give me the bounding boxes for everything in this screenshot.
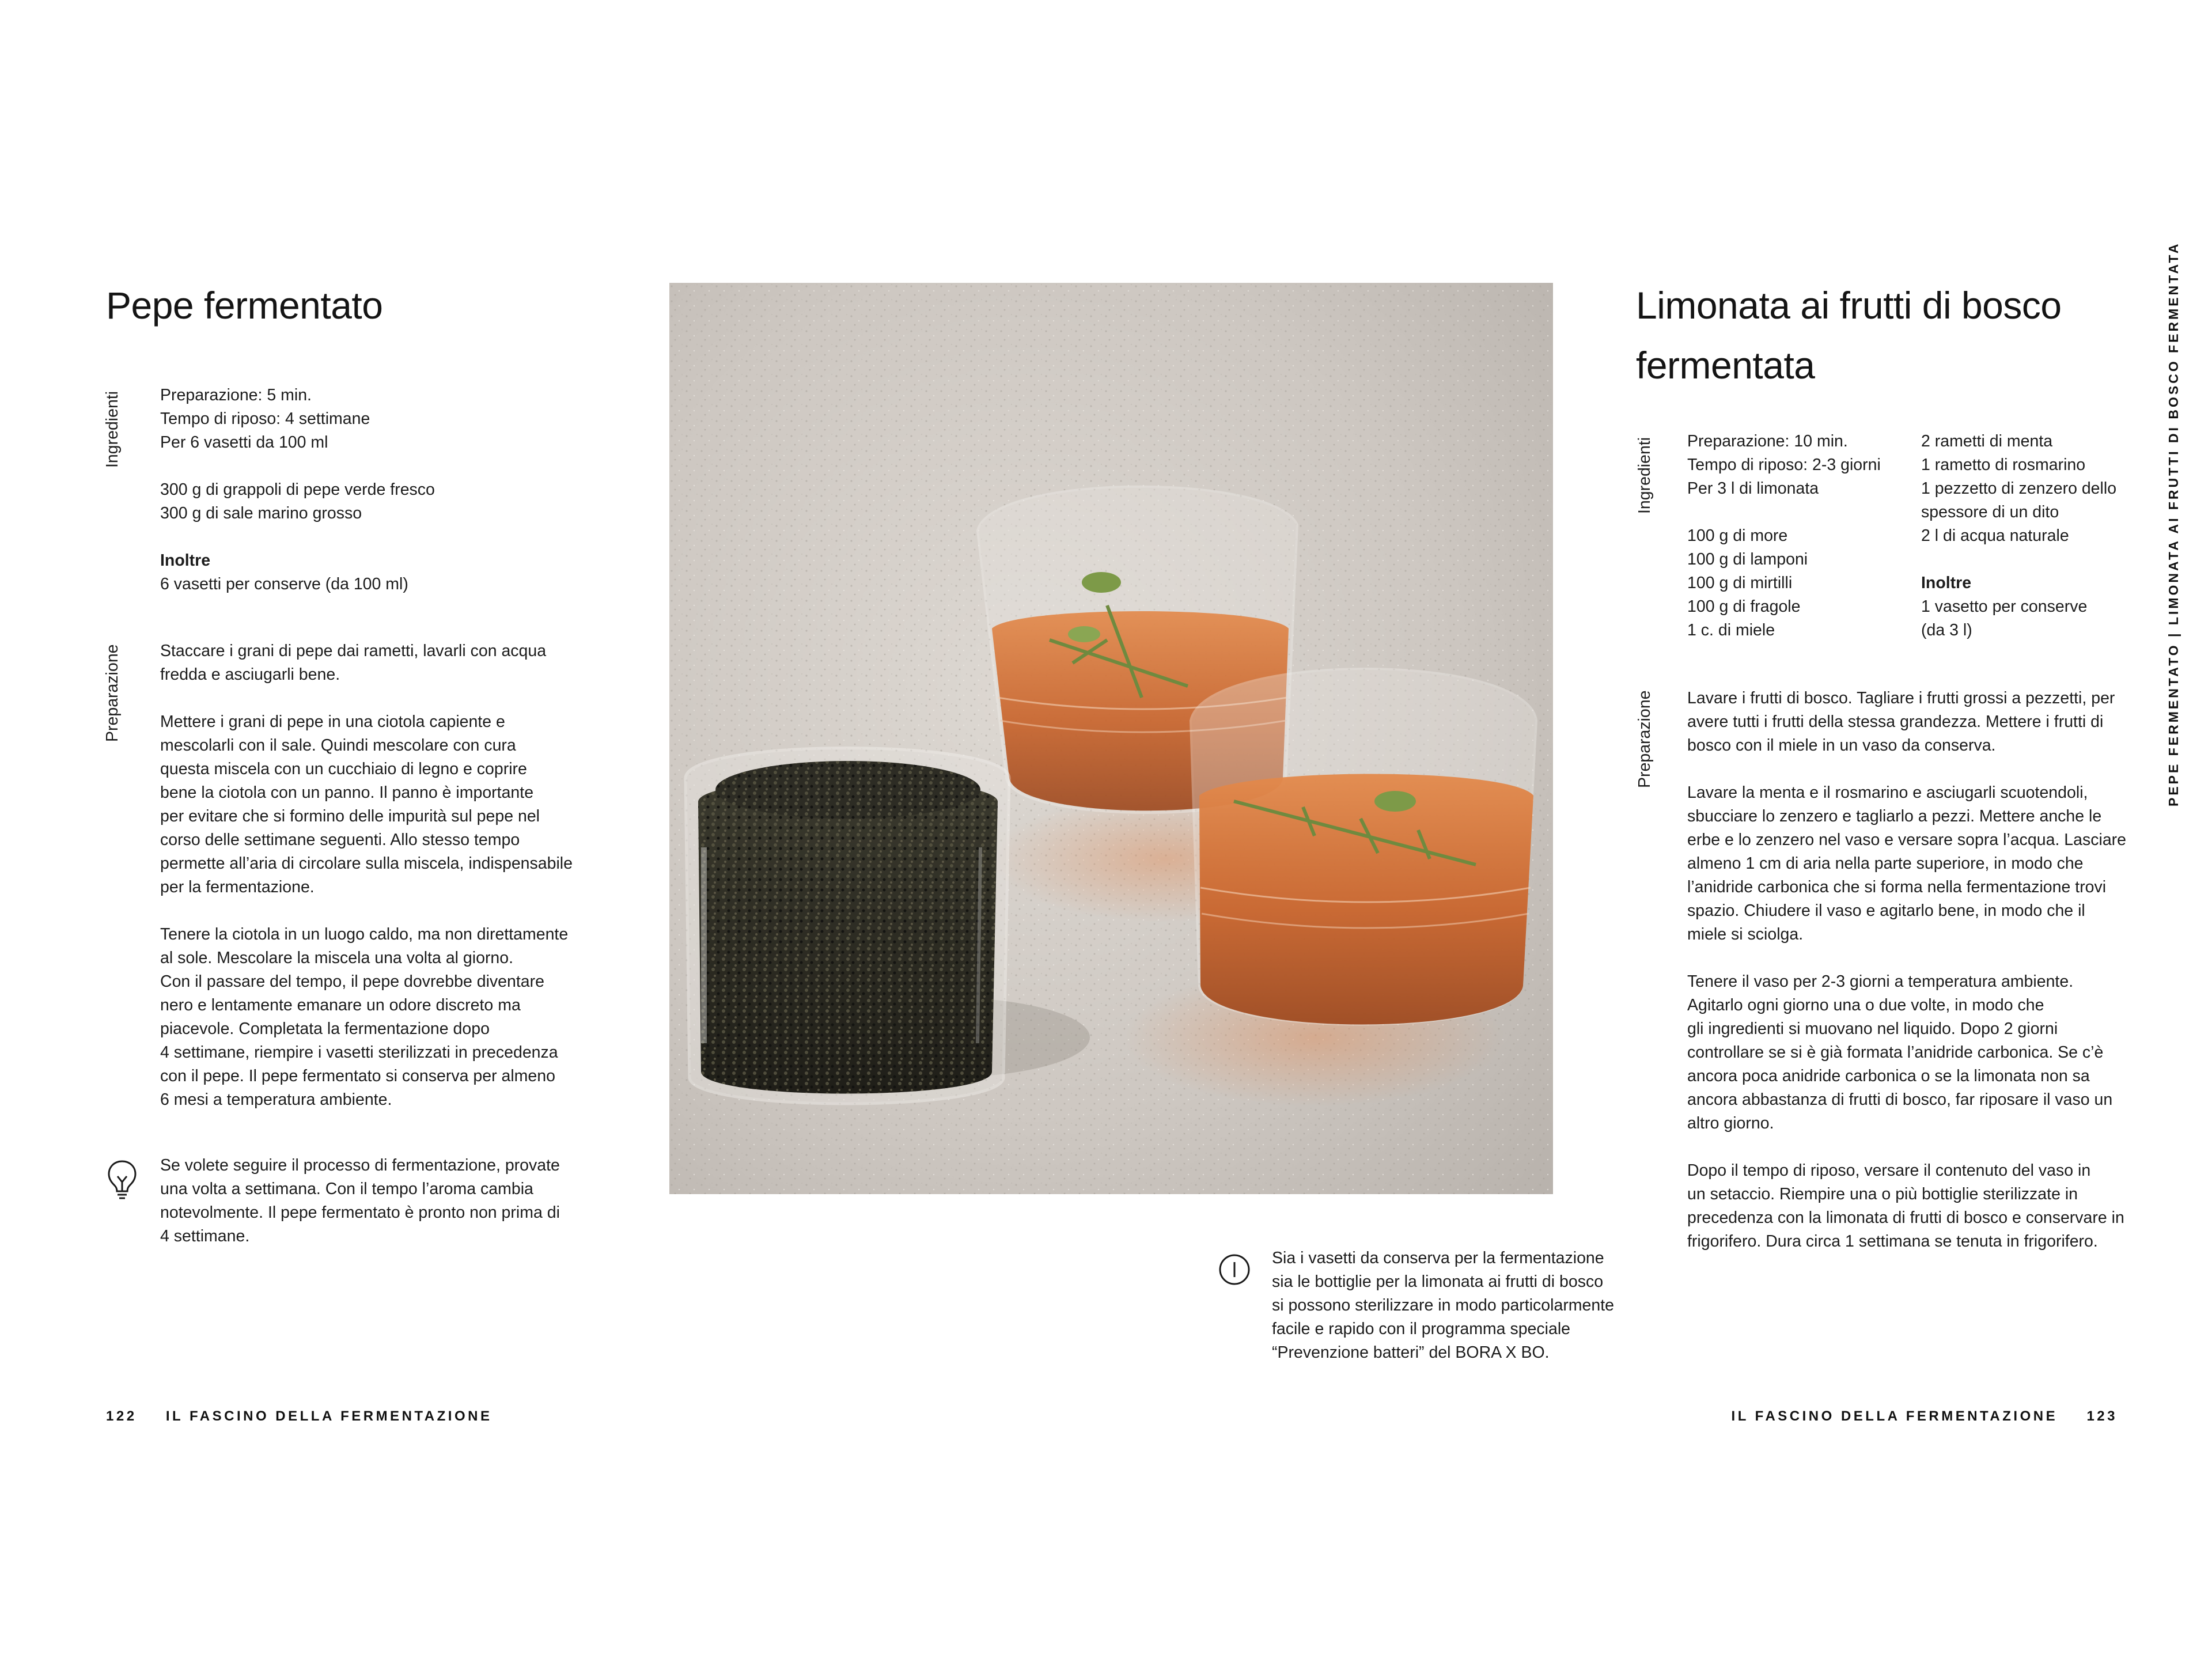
extra-item: (da 3 l) bbox=[1921, 621, 1972, 639]
rest-time: Tempo di riposo: 2-3 giorni bbox=[1687, 456, 1881, 474]
step-line: altro giorno. bbox=[1687, 1114, 1774, 1132]
step-line: Lavare i frutti di bosco. Tagliare i frutti grossi a pezzetti, per bbox=[1687, 689, 2115, 707]
left-preparation-label: Preparazione bbox=[103, 644, 122, 742]
footer-title-right: IL FASCINO DELLA FERMENTAZIONE bbox=[1731, 1408, 2058, 1424]
step-line: sbucciare lo zenzero e tagliarlo a pezzi. Mettere anche le bbox=[1687, 807, 2102, 825]
ingredient-item: 100 g di more bbox=[1687, 527, 1788, 545]
step-line: almeno 1 cm di aria nella parte superiore, in modo che bbox=[1687, 854, 2084, 873]
tip-line: Se volete seguire il processo di fermentazione, provate bbox=[160, 1156, 560, 1175]
footer-title-left: IL FASCINO DELLA FERMENTAZIONE bbox=[165, 1408, 493, 1424]
prep-time: Preparazione: 5 min. bbox=[160, 386, 312, 404]
step-line: Mettere i grani di pepe in una ciotola capiente e bbox=[160, 713, 505, 731]
photo-note-text bbox=[1272, 1247, 1675, 1365]
recipe-photo bbox=[669, 283, 1553, 1194]
note-line: si possono sterilizzare in modo particolarmente bbox=[1272, 1296, 1615, 1315]
ingredient-item: 1 pezzetto di zenzero dello bbox=[1921, 479, 2117, 498]
rest-time: Tempo di riposo: 4 settimane bbox=[160, 410, 370, 428]
note-line: facile e rapido con il programma speciale bbox=[1272, 1320, 1571, 1338]
step-line: erbe e lo zenzero nel vaso e versare sopra l’acqua. Lasciare bbox=[1687, 831, 2127, 849]
left-preparation-steps bbox=[160, 639, 609, 1112]
step-line: Tenere la ciotola in un luogo caldo, ma non direttamente bbox=[160, 925, 569, 944]
right-ingredients-label: Ingredienti bbox=[1635, 437, 1654, 514]
step-line: spazio. Chiudere il vaso e agitarlo bene, in modo che il bbox=[1687, 902, 2085, 920]
right-ingredients-col2 bbox=[1921, 430, 2152, 642]
ingredient-item: 300 g di grappoli di pepe verde fresco bbox=[160, 480, 435, 499]
ingredient-item: 100 g di lamponi bbox=[1687, 550, 1808, 569]
step-line: miele si sciolga. bbox=[1687, 925, 1804, 944]
step-line: 4 settimane, riempire i vasetti sterilizzati in precedenza bbox=[160, 1043, 558, 1062]
ingredient-item: 1 rametto di rosmarino bbox=[1921, 456, 2086, 474]
step-line: 6 mesi a temperatura ambiente. bbox=[160, 1090, 392, 1109]
left-ingredients-block bbox=[160, 384, 609, 596]
note-line: Sia i vasetti da conserva per la fermentazione bbox=[1272, 1249, 1604, 1267]
step-line: bosco con il miele in un vaso da conserva. bbox=[1687, 736, 1996, 755]
step-line: ancora poca anidride carbonica o se la limonata non sa bbox=[1687, 1067, 2090, 1085]
step-line: piacevole. Completata la fermentazione dopo bbox=[160, 1020, 490, 1038]
step-line: l’anidride carbonica che si forma nella fermentazione trovi bbox=[1687, 878, 2107, 896]
left-ingredients-label: Ingredienti bbox=[103, 391, 122, 468]
lightbulb-icon bbox=[106, 1159, 138, 1200]
page-number-left: 122 bbox=[106, 1408, 137, 1424]
ingredient-item: 2 rametti di menta bbox=[1921, 432, 2053, 450]
yield: Per 3 l di limonata bbox=[1687, 479, 1819, 498]
right-preparation-steps bbox=[1687, 687, 2154, 1253]
step-line: frigorifero. Dura circa 1 settimana se tenuta in frigorifero. bbox=[1687, 1232, 2098, 1251]
note-line: “Prevenzione batteri” del BORA X BO. bbox=[1272, 1343, 1550, 1362]
ingredient-item: 1 c. di miele bbox=[1687, 621, 1775, 639]
step-line: nero e lentamente emanare un odore discreto ma bbox=[160, 996, 521, 1014]
step-line: bene la ciotola con un panno. Il panno è importante bbox=[160, 783, 534, 802]
step-line: controllare se si è già formata l’anidride carbonica. Se c’è bbox=[1687, 1043, 2104, 1062]
step-line: Dopo il tempo di riposo, versare il contenuto del vaso in bbox=[1687, 1161, 2091, 1180]
step-line: questa miscela con un cucchiaio di legno e coprire bbox=[160, 760, 527, 778]
step-line: precedenza con la limonata di frutti di bosco e conservare in bbox=[1687, 1209, 2124, 1227]
step-line: mescolarli con il sale. Quindi mescolare con cura bbox=[160, 736, 516, 755]
ingredient-item: 300 g di sale marino grosso bbox=[160, 504, 362, 522]
ingredient-item: spessore di un dito bbox=[1921, 503, 2059, 521]
step-line: per la fermentazione. bbox=[160, 878, 315, 896]
step-line: permette all’aria di circolare sulla miscela, indispensabile bbox=[160, 854, 573, 873]
right-preparation-label: Preparazione bbox=[1635, 690, 1654, 788]
tip-line: notevolmente. Il pepe fermentato è pronto non prima di bbox=[160, 1203, 560, 1222]
step-line: un setaccio. Riempire una o più bottiglie sterilizzate in bbox=[1687, 1185, 2078, 1203]
step-line: Con il passare del tempo, il pepe dovrebbe diventare bbox=[160, 972, 544, 991]
step-line: fredda e asciugarli bene. bbox=[160, 665, 340, 684]
running-head-sidebar: PEPE FERMENTATO | LIMONATA AI FRUTTI DI BOSCO FERMENTATA bbox=[2166, 241, 2181, 806]
prep-time: Preparazione: 10 min. bbox=[1687, 432, 1848, 450]
yield: Per 6 vasetti da 100 ml bbox=[160, 433, 328, 452]
step-line: avere tutti i frutti della stessa grandezza. Mettere i frutti di bbox=[1687, 713, 2104, 731]
title-line: fermentata bbox=[1636, 344, 1815, 387]
title-line: Limonata ai frutti di bosco bbox=[1636, 284, 2062, 327]
step-line: gli ingredienti si muovano nel liquido. Dopo 2 giorni bbox=[1687, 1020, 2058, 1038]
left-recipe-title: Pepe fermentato bbox=[106, 284, 383, 327]
extra-item: 1 vasetto per conserve bbox=[1921, 597, 2088, 616]
tip-line: 4 settimane. bbox=[160, 1227, 250, 1245]
extra-item: 6 vasetti per conserve (da 100 ml) bbox=[160, 575, 408, 593]
extra-heading: Inoltre bbox=[1921, 574, 1972, 592]
step-line: per evitare che si formino delle impurità sul pepe nel bbox=[160, 807, 540, 825]
info-icon bbox=[1218, 1253, 1251, 1286]
left-tip-text bbox=[160, 1154, 609, 1248]
right-recipe-title bbox=[1636, 275, 2062, 395]
step-line: Lavare la menta e il rosmarino e asciugarli scuotendoli, bbox=[1687, 783, 2088, 802]
extra-heading: Inoltre bbox=[160, 551, 211, 570]
step-line: al sole. Mescolare la miscela una volta al giorno. bbox=[160, 949, 514, 967]
left-footer bbox=[106, 1408, 492, 1425]
step-line: ancora abbastanza di frutti di bosco, far riposare il vaso un bbox=[1687, 1090, 2113, 1109]
ingredient-item: 100 g di mirtilli bbox=[1687, 574, 1793, 592]
step-line: Staccare i grani di pepe dai rametti, lavarli con acqua bbox=[160, 642, 547, 660]
note-line: sia le bottiglie per la limonata ai frutti di bosco bbox=[1272, 1272, 1604, 1291]
right-ingredients-col1 bbox=[1687, 430, 1918, 642]
step-line: con il pepe. Il pepe fermentato si conserva per almeno bbox=[160, 1067, 555, 1085]
right-footer bbox=[1732, 1408, 2118, 1425]
ingredient-item: 100 g di fragole bbox=[1687, 597, 1801, 616]
step-line: Agitarlo ogni giorno una o due volte, in modo che bbox=[1687, 996, 2044, 1014]
step-line: corso delle settimane seguenti. Allo stesso tempo bbox=[160, 831, 520, 849]
ingredient-item: 2 l di acqua naturale bbox=[1921, 527, 2069, 545]
tip-line: una volta a settimana. Con il tempo l’aroma cambia bbox=[160, 1180, 533, 1198]
page-number-right: 123 bbox=[2086, 1408, 2118, 1424]
step-line: Tenere il vaso per 2-3 giorni a temperatura ambiente. bbox=[1687, 972, 2074, 991]
